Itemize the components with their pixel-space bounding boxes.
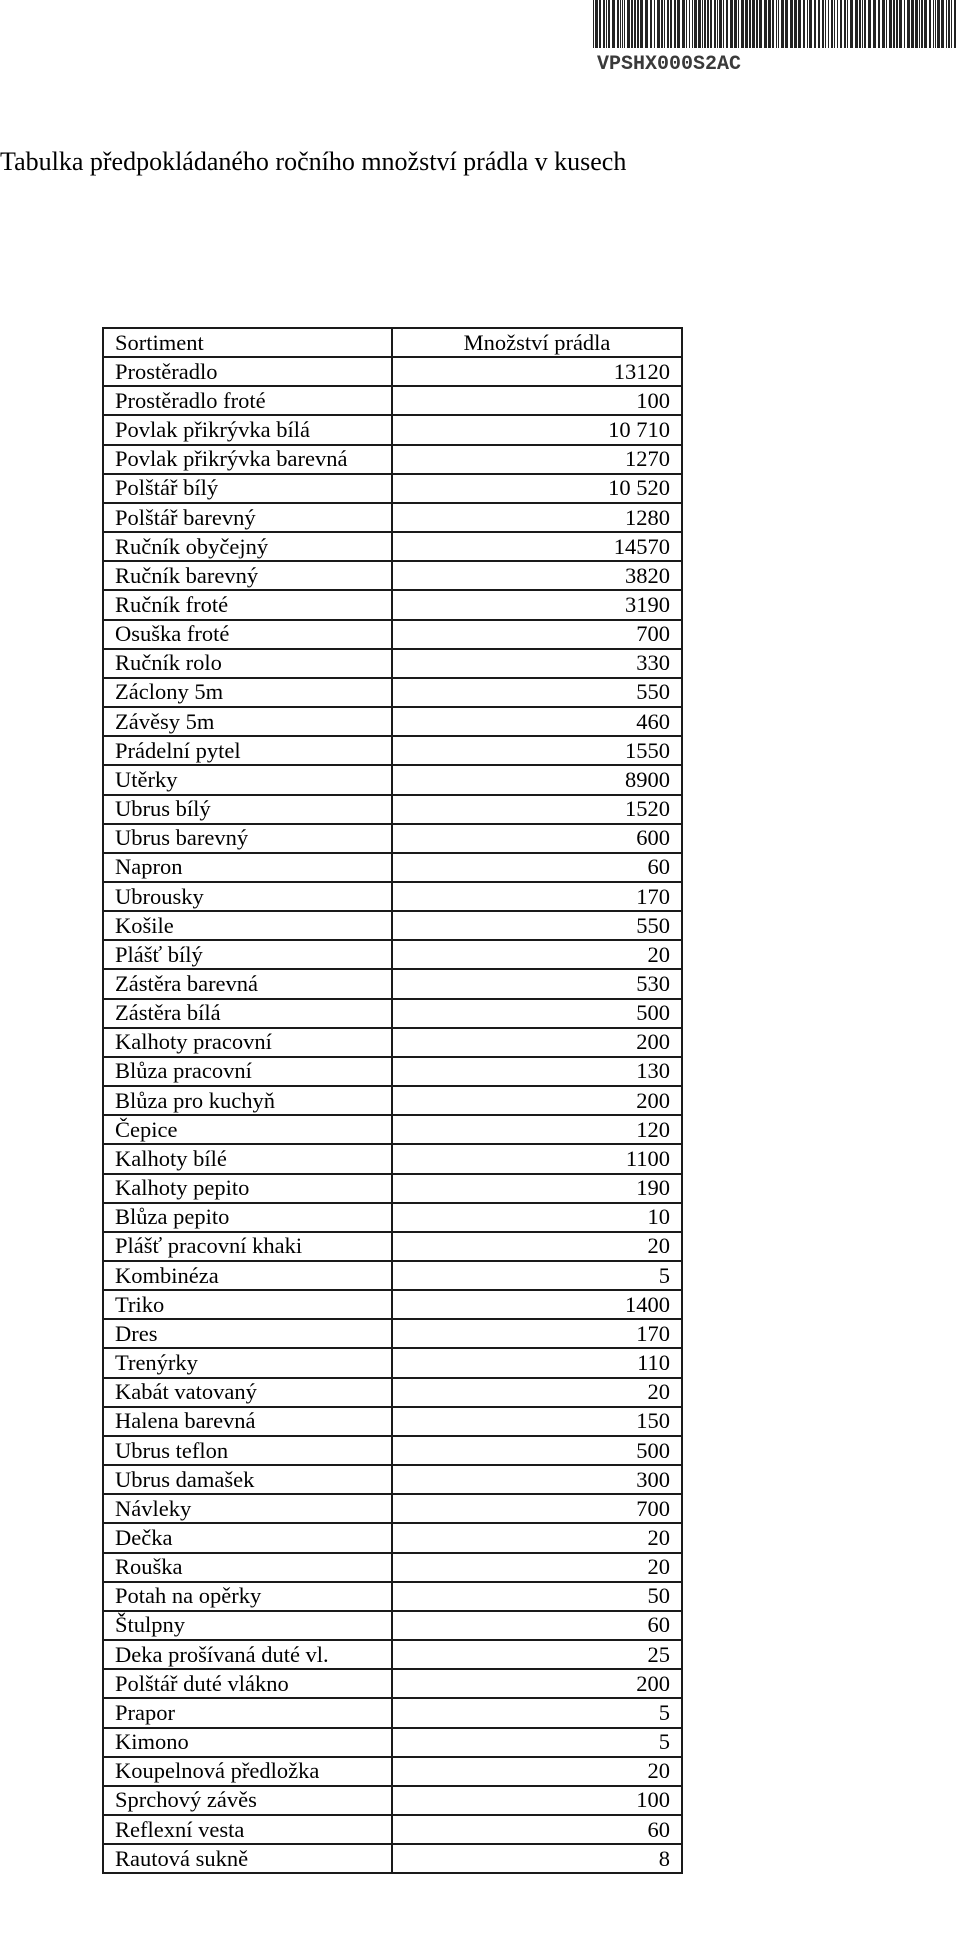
item-name-cell: Košile — [103, 911, 392, 940]
table-row — [103, 1844, 682, 1873]
item-name-cell: Potah na opěrky — [103, 1582, 392, 1611]
barcode-bar — [738, 0, 739, 48]
item-quantity-cell: 20 — [392, 1378, 682, 1407]
barcode-bar — [834, 0, 835, 48]
barcode-bar — [593, 0, 594, 48]
barcode-bar — [631, 0, 633, 48]
item-quantity-cell: 130 — [392, 1057, 682, 1086]
table-row — [103, 532, 682, 561]
item-quantity-cell: 20 — [392, 1232, 682, 1261]
barcode-bar — [664, 0, 665, 48]
barcode-bar — [645, 0, 648, 48]
barcode-bar — [745, 0, 748, 48]
barcode-bar — [627, 0, 630, 48]
barcode-bar — [828, 0, 829, 48]
item-quantity-cell: 170 — [392, 882, 682, 911]
item-name-cell: Závěsy 5m — [103, 707, 392, 736]
item-name-cell: Zástěra barevná — [103, 969, 392, 998]
item-name-cell: Blůza pro kuchyň — [103, 1086, 392, 1115]
item-name-cell: Sprchový závěs — [103, 1786, 392, 1815]
barcode-bar — [919, 0, 920, 48]
item-quantity-cell: 700 — [392, 620, 682, 649]
item-quantity-cell: 5 — [392, 1261, 682, 1290]
barcode-bar — [719, 0, 722, 48]
table-row — [103, 1728, 682, 1757]
table-row — [103, 1611, 682, 1640]
item-name-cell: Ubrus barevný — [103, 824, 392, 853]
barcode-bar — [873, 0, 876, 48]
barcode-bar — [682, 0, 685, 48]
table-row — [103, 853, 682, 882]
item-name-cell: Polštář duté vlákno — [103, 1669, 392, 1698]
item-name-cell: Ubrus damašek — [103, 1465, 392, 1494]
barcode-bar — [624, 0, 625, 48]
table-row — [103, 357, 682, 386]
item-quantity-cell: 550 — [392, 678, 682, 707]
column-header-quantity: Množství prádla — [392, 328, 682, 357]
table-row — [103, 940, 682, 969]
table-row — [103, 1086, 682, 1115]
item-name-cell: Utěrky — [103, 765, 392, 794]
barcode-bar — [921, 0, 923, 48]
item-quantity-cell: 1550 — [392, 736, 682, 765]
barcode-bar — [844, 0, 846, 48]
item-quantity-cell: 1270 — [392, 445, 682, 474]
item-name-cell: Prostěradlo — [103, 357, 392, 386]
item-name-cell: Návleky — [103, 1494, 392, 1523]
table-row — [103, 1436, 682, 1465]
item-name-cell: Kabát vatovaný — [103, 1378, 392, 1407]
barcode-bar — [954, 0, 956, 48]
table-header-row — [103, 328, 682, 357]
item-name-cell: Plášť bílý — [103, 940, 392, 969]
item-name-cell: Blůza pepito — [103, 1203, 392, 1232]
barcode-bar — [904, 0, 905, 48]
item-name-cell: Kalhoty pracovní — [103, 1028, 392, 1057]
item-quantity-cell: 3820 — [392, 561, 682, 590]
table-row — [103, 1028, 682, 1057]
table-row — [103, 1144, 682, 1173]
item-quantity-cell: 100 — [392, 1786, 682, 1815]
barcode-bar — [756, 0, 758, 48]
item-name-cell: Triko — [103, 1290, 392, 1319]
item-name-cell: Kimono — [103, 1728, 392, 1757]
barcode-bar — [941, 0, 944, 48]
table-row — [103, 1261, 682, 1290]
barcode-bar — [882, 0, 885, 48]
barcode-bar — [850, 0, 853, 48]
barcode-bar — [951, 0, 952, 48]
barcode-bar — [634, 0, 636, 48]
barcode-bar — [714, 0, 716, 48]
item-quantity-cell: 330 — [392, 649, 682, 678]
item-quantity-cell: 50 — [392, 1582, 682, 1611]
item-name-cell: Dres — [103, 1319, 392, 1348]
item-quantity-cell: 10 520 — [392, 474, 682, 503]
barcode-bar — [776, 0, 777, 48]
barcode-bar — [822, 0, 824, 48]
table-row — [103, 999, 682, 1028]
item-name-cell: Halena barevná — [103, 1407, 392, 1436]
item-quantity-cell: 600 — [392, 824, 682, 853]
item-name-cell: Ubrus bílý — [103, 795, 392, 824]
table-row — [103, 561, 682, 590]
item-name-cell: Záclony 5m — [103, 678, 392, 707]
barcode-bar — [859, 0, 861, 48]
barcode-bar — [915, 0, 918, 48]
barcode-bar — [929, 0, 931, 48]
barcode-bar — [608, 0, 610, 48]
barcode-bar — [726, 0, 728, 48]
table-row — [103, 1348, 682, 1377]
item-name-cell: Štulpny — [103, 1611, 392, 1640]
item-name-cell: Prostěradlo froté — [103, 386, 392, 415]
table-row — [103, 707, 682, 736]
item-quantity-cell: 10 710 — [392, 415, 682, 444]
item-quantity-cell: 460 — [392, 707, 682, 736]
item-name-cell: Prapor — [103, 1698, 392, 1727]
barcode-bar — [831, 0, 833, 48]
item-name-cell: Povlak přikrývka barevná — [103, 445, 392, 474]
table-row — [103, 1115, 682, 1144]
item-quantity-cell: 700 — [392, 1494, 682, 1523]
barcode-bar — [781, 0, 784, 48]
item-name-cell: Dečka — [103, 1523, 392, 1552]
table-row — [103, 1319, 682, 1348]
barcode-bar — [702, 0, 703, 48]
item-quantity-cell: 3190 — [392, 590, 682, 619]
document-title: Tabulka předpokládaného ročního množství prádla v kusech — [0, 147, 627, 176]
barcode-bar — [654, 0, 655, 48]
table-row — [103, 882, 682, 911]
barcode-bar — [889, 0, 892, 48]
barcode-bar — [667, 0, 669, 48]
item-name-cell: Čepice — [103, 1115, 392, 1144]
barcode-bar — [946, 0, 947, 48]
barcode-bar — [818, 0, 820, 48]
item-quantity-cell: 200 — [392, 1028, 682, 1057]
table-row — [103, 1378, 682, 1407]
item-quantity-cell: 8 — [392, 1844, 682, 1873]
item-quantity-cell: 1280 — [392, 503, 682, 532]
item-quantity-cell: 500 — [392, 1436, 682, 1465]
item-name-cell: Ručník barevný — [103, 561, 392, 590]
table-row — [103, 765, 682, 794]
barcode-bar — [899, 0, 902, 48]
barcode-bar — [661, 0, 663, 48]
table-row — [103, 1815, 682, 1844]
barcode-bar — [798, 0, 801, 48]
barcode-bar — [803, 0, 805, 48]
item-quantity-cell: 1100 — [392, 1144, 682, 1173]
barcode-bar — [694, 0, 697, 48]
table-row — [103, 1553, 682, 1582]
item-quantity-cell: 8900 — [392, 765, 682, 794]
item-name-cell: Kombinéza — [103, 1261, 392, 1290]
table-row — [103, 620, 682, 649]
table-row — [103, 678, 682, 707]
item-name-cell: Rautová sukně — [103, 1844, 392, 1873]
item-quantity-cell: 14570 — [392, 532, 682, 561]
barcode-bar — [768, 0, 771, 48]
item-name-cell: Trenýrky — [103, 1348, 392, 1377]
item-name-cell: Rouška — [103, 1553, 392, 1582]
table-row — [103, 911, 682, 940]
barcode-bar — [911, 0, 914, 48]
item-quantity-cell: 20 — [392, 1553, 682, 1582]
table-row — [103, 503, 682, 532]
item-quantity-cell: 5 — [392, 1728, 682, 1757]
barcode-bar — [933, 0, 934, 48]
barcode-bar — [772, 0, 774, 48]
item-quantity-cell: 200 — [392, 1086, 682, 1115]
barcode-bar — [606, 0, 607, 48]
item-name-cell: Zástěra bílá — [103, 999, 392, 1028]
barcode-bar — [896, 0, 898, 48]
barcode-bar — [864, 0, 866, 48]
table-row — [103, 649, 682, 678]
table-row — [103, 590, 682, 619]
item-quantity-cell: 1400 — [392, 1290, 682, 1319]
item-quantity-cell: 20 — [392, 940, 682, 969]
barcode-bar — [847, 0, 848, 48]
barcode-bar — [785, 0, 788, 48]
item-name-cell: Blůza pracovní — [103, 1057, 392, 1086]
item-quantity-cell: 550 — [392, 911, 682, 940]
table-row — [103, 1290, 682, 1319]
barcode-bar — [935, 0, 936, 48]
barcode-bar — [878, 0, 880, 48]
item-name-cell: Prádelní pytel — [103, 736, 392, 765]
item-name-cell: Koupelnová předložka — [103, 1757, 392, 1786]
barcode-bar — [807, 0, 808, 48]
barcode-bar — [868, 0, 871, 48]
item-quantity-cell: 100 — [392, 386, 682, 415]
item-name-cell: Polštář barevný — [103, 503, 392, 532]
table-row — [103, 1407, 682, 1436]
table-row — [103, 969, 682, 998]
barcode-bar — [603, 0, 605, 48]
column-header-sortiment: Sortiment — [103, 328, 392, 357]
barcode-bar — [809, 0, 812, 48]
item-quantity-cell: 60 — [392, 1815, 682, 1844]
table-row — [103, 474, 682, 503]
item-quantity-cell: 20 — [392, 1757, 682, 1786]
item-quantity-cell: 150 — [392, 1407, 682, 1436]
item-quantity-cell: 300 — [392, 1465, 682, 1494]
item-name-cell: Deka prošívaná duté vl. — [103, 1640, 392, 1669]
barcode-bar — [886, 0, 887, 48]
item-name-cell: Osuška froté — [103, 620, 392, 649]
barcode-bar — [855, 0, 858, 48]
barcode-bar — [840, 0, 842, 48]
barcode-bar — [749, 0, 751, 48]
barcode-bar — [707, 0, 709, 48]
table-row — [103, 1757, 682, 1786]
item-name-cell: Ručník rolo — [103, 649, 392, 678]
barcode-bar — [595, 0, 598, 48]
item-quantity-cell: 110 — [392, 1348, 682, 1377]
barcode-bar — [704, 0, 706, 48]
linen-quantity-table — [102, 327, 683, 1874]
barcode-bar — [907, 0, 910, 48]
barcode-bar — [670, 0, 672, 48]
barcode-bar — [657, 0, 660, 48]
item-name-cell: Ručník obyčejný — [103, 532, 392, 561]
item-quantity-cell: 20 — [392, 1523, 682, 1552]
barcode-bar — [674, 0, 676, 48]
barcode-bar — [698, 0, 701, 48]
barcode-bar — [650, 0, 652, 48]
barcode-bar — [794, 0, 797, 48]
barcode-bar — [617, 0, 619, 48]
barcode-bar — [640, 0, 643, 48]
barcode-bar — [937, 0, 940, 48]
table-row — [103, 1174, 682, 1203]
barcode-bar — [764, 0, 767, 48]
item-name-cell: Kalhoty bílé — [103, 1144, 392, 1173]
table-row — [103, 1698, 682, 1727]
item-name-cell: Ručník froté — [103, 590, 392, 619]
barcode-bar — [677, 0, 680, 48]
item-quantity-cell: 1520 — [392, 795, 682, 824]
table-row — [103, 1582, 682, 1611]
item-quantity-cell: 5 — [392, 1698, 682, 1727]
barcode-bar — [710, 0, 712, 48]
item-quantity-cell: 60 — [392, 853, 682, 882]
barcode-bar — [637, 0, 639, 48]
item-name-cell: Reflexní vesta — [103, 1815, 392, 1844]
barcode-bar — [790, 0, 793, 48]
item-quantity-cell: 60 — [392, 1611, 682, 1640]
barcode-bar — [778, 0, 779, 48]
item-quantity-cell: 13120 — [392, 357, 682, 386]
item-quantity-cell: 200 — [392, 1669, 682, 1698]
table-row — [103, 1465, 682, 1494]
table-row — [103, 1523, 682, 1552]
item-quantity-cell: 10 — [392, 1203, 682, 1232]
barcode-bar — [825, 0, 826, 48]
item-name-cell: Ubrus teflon — [103, 1436, 392, 1465]
table-row — [103, 795, 682, 824]
barcode-bar — [717, 0, 718, 48]
barcode-bar — [814, 0, 816, 48]
barcode-bar — [723, 0, 724, 48]
barcode-bar — [759, 0, 762, 48]
item-quantity-cell: 170 — [392, 1319, 682, 1348]
table-row — [103, 415, 682, 444]
table-row — [103, 736, 682, 765]
table-row — [103, 1640, 682, 1669]
barcode-bar — [837, 0, 838, 48]
item-quantity-cell: 120 — [392, 1115, 682, 1144]
table-row — [103, 1786, 682, 1815]
item-name-cell: Napron — [103, 853, 392, 882]
item-quantity-cell: 500 — [392, 999, 682, 1028]
item-quantity-cell: 25 — [392, 1640, 682, 1669]
barcode-bar — [612, 0, 615, 48]
barcode-bar — [730, 0, 733, 48]
table-row — [103, 1057, 682, 1086]
table-row — [103, 824, 682, 853]
barcode-bar — [752, 0, 755, 48]
table-row — [103, 1232, 682, 1261]
barcode-bar — [924, 0, 927, 48]
table-row — [103, 1203, 682, 1232]
table-row — [103, 445, 682, 474]
barcode-bar — [620, 0, 621, 48]
barcode-bar — [948, 0, 950, 48]
barcode-bar — [734, 0, 737, 48]
table-row — [103, 386, 682, 415]
barcode-bar — [692, 0, 693, 48]
item-name-cell: Ubrousky — [103, 882, 392, 911]
item-name-cell: Plášť pracovní khaki — [103, 1232, 392, 1261]
barcode-bar — [741, 0, 744, 48]
barcode-bar — [893, 0, 895, 48]
item-quantity-cell: 190 — [392, 1174, 682, 1203]
item-name-cell: Povlak přikrývka bílá — [103, 415, 392, 444]
barcode-bar — [599, 0, 601, 48]
table-row — [103, 1669, 682, 1698]
item-name-cell: Polštář bílý — [103, 474, 392, 503]
table-row — [103, 1494, 682, 1523]
item-name-cell: Kalhoty pepito — [103, 1174, 392, 1203]
barcode-bar — [689, 0, 690, 48]
barcode-bar — [622, 0, 623, 48]
barcode-bar — [686, 0, 687, 48]
item-quantity-cell: 530 — [392, 969, 682, 998]
barcode-graphic — [591, 0, 958, 48]
barcode-code: VPSHX000S2AC — [597, 53, 742, 76]
barcode-bar — [862, 0, 863, 48]
